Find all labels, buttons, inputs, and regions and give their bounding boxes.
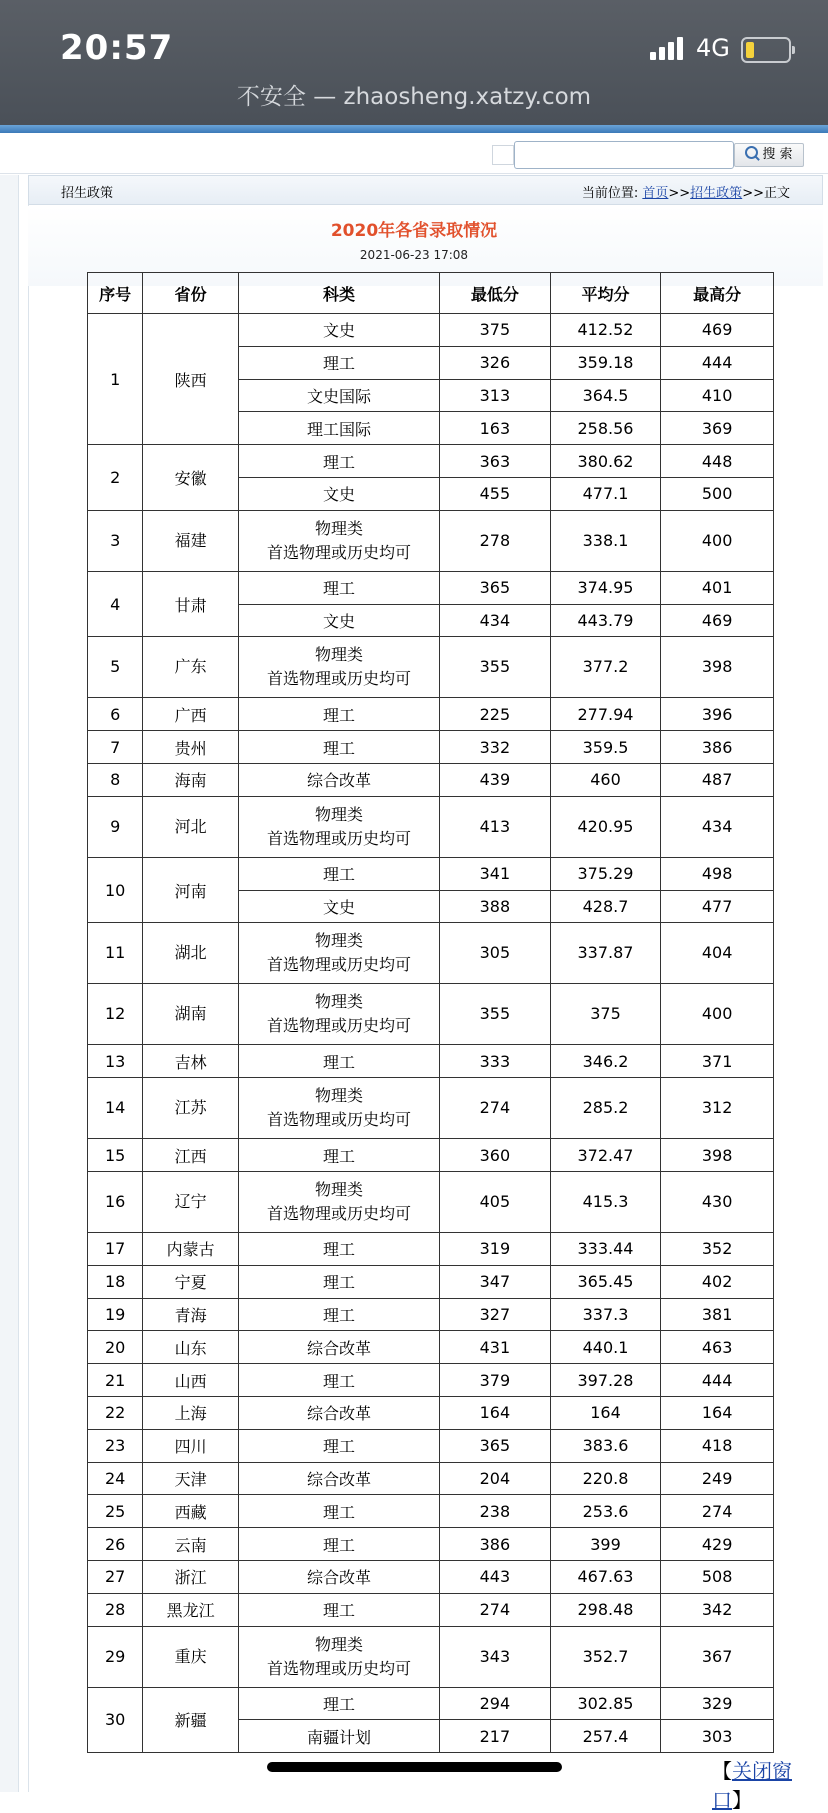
max-score-cell: 444	[661, 346, 774, 379]
breadcrumb-separator: >>	[668, 186, 691, 201]
max-score-cell: 469	[661, 314, 774, 347]
row-index-cell: 29	[88, 1626, 143, 1687]
row-index-cell: 15	[88, 1139, 143, 1172]
table-row	[88, 763, 774, 796]
network-type: 4G	[696, 34, 730, 62]
max-score-cell: 469	[661, 604, 774, 637]
max-score-cell: 312	[661, 1078, 774, 1139]
avg-score-cell: 337.3	[550, 1298, 661, 1331]
category-cell: 文史	[238, 604, 439, 637]
breadcrumb-separator: >>	[742, 186, 764, 201]
row-index-cell: 16	[88, 1171, 143, 1232]
column-header: 最高分	[661, 273, 774, 314]
signal-icon	[650, 36, 686, 60]
min-score-cell: 217	[440, 1720, 551, 1753]
avg-score-cell: 364.5	[550, 379, 661, 412]
site-banner-strip	[0, 125, 828, 133]
category-cell: 物理类 首选物理或历史均可	[238, 1171, 439, 1232]
table-row	[88, 1687, 774, 1720]
category-cell: 理工	[238, 1429, 439, 1462]
max-score-cell: 401	[661, 571, 774, 604]
max-score-cell: 463	[661, 1331, 774, 1364]
avg-score-cell: 428.7	[550, 890, 661, 923]
province-cell: 新疆	[143, 1687, 239, 1753]
row-index-cell: 5	[88, 637, 143, 698]
avg-score-cell: 412.52	[550, 314, 661, 347]
province-cell: 青海	[143, 1298, 239, 1331]
min-score-cell: 434	[440, 604, 551, 637]
max-score-cell: 418	[661, 1429, 774, 1462]
min-score-cell: 363	[440, 445, 551, 478]
table-row	[88, 510, 774, 571]
min-score-cell: 360	[440, 1139, 551, 1172]
content-header	[28, 175, 823, 205]
category-cell: 物理类 首选物理或历史均可	[238, 923, 439, 984]
max-score-cell: 369	[661, 412, 774, 445]
max-score-cell: 398	[661, 637, 774, 698]
category-cell: 综合改革	[238, 1462, 439, 1495]
close-window-label: 关闭窗口	[712, 1759, 792, 1812]
row-index-cell: 11	[88, 923, 143, 984]
category-cell: 理工	[238, 445, 439, 478]
table-row	[88, 1298, 774, 1331]
table-row	[88, 1265, 774, 1298]
max-score-cell: 274	[661, 1495, 774, 1528]
category-cell: 南疆计划	[238, 1720, 439, 1753]
table-body	[88, 314, 774, 1753]
row-index-cell: 4	[88, 571, 143, 637]
min-score-cell: 355	[440, 637, 551, 698]
province-cell: 天津	[143, 1462, 239, 1495]
row-index-cell: 13	[88, 1045, 143, 1078]
category-cell: 综合改革	[238, 1396, 439, 1429]
avg-score-cell: 415.3	[550, 1171, 661, 1232]
min-score-cell: 405	[440, 1171, 551, 1232]
breadcrumb-policy-link[interactable]: 招生政策	[690, 186, 743, 201]
row-index-cell: 28	[88, 1593, 143, 1626]
avg-score-cell: 460	[550, 763, 661, 796]
table-row	[88, 314, 774, 347]
category-cell: 理工	[238, 346, 439, 379]
avg-score-cell: 338.1	[550, 510, 661, 571]
max-score-cell: 367	[661, 1626, 774, 1687]
article-date: 2021-06-23 17:08	[359, 248, 469, 262]
table-row	[88, 445, 774, 478]
admission-scores-table	[87, 272, 774, 1753]
category-cell: 物理类 首选物理或历史均可	[238, 637, 439, 698]
min-score-cell: 204	[440, 1462, 551, 1495]
category-cell: 物理类 首选物理或历史均可	[238, 510, 439, 571]
max-score-cell: 352	[661, 1232, 774, 1265]
avg-score-cell: 375.29	[550, 857, 661, 890]
row-index-cell: 7	[88, 731, 143, 764]
table-row	[88, 1364, 774, 1397]
province-cell: 甘肃	[143, 571, 239, 637]
category-cell: 理工	[238, 857, 439, 890]
max-score-cell: 410	[661, 379, 774, 412]
row-index-cell: 10	[88, 857, 143, 923]
row-index-cell: 12	[88, 984, 143, 1045]
max-score-cell: 434	[661, 796, 774, 857]
max-score-cell: 400	[661, 984, 774, 1045]
table-row	[88, 1429, 774, 1462]
table-row	[88, 1045, 774, 1078]
avg-score-cell: 253.6	[550, 1495, 661, 1528]
breadcrumb-home-link[interactable]: 首页	[642, 186, 669, 201]
min-score-cell: 278	[440, 510, 551, 571]
avg-score-cell: 365.45	[550, 1265, 661, 1298]
row-index-cell: 17	[88, 1232, 143, 1265]
category-cell: 理工	[238, 1593, 439, 1626]
max-score-cell: 402	[661, 1265, 774, 1298]
column-header: 平均分	[550, 273, 661, 314]
min-score-cell: 343	[440, 1626, 551, 1687]
max-score-cell: 498	[661, 857, 774, 890]
row-index-cell: 2	[88, 445, 143, 511]
min-score-cell: 326	[440, 346, 551, 379]
search-button[interactable]	[734, 143, 804, 167]
category-cell: 理工	[238, 731, 439, 764]
breadcrumb	[582, 182, 790, 201]
category-cell: 物理类 首选物理或历史均可	[238, 1626, 439, 1687]
province-cell: 浙江	[143, 1560, 239, 1593]
row-index-cell: 24	[88, 1462, 143, 1495]
table-row	[88, 1593, 774, 1626]
min-score-cell: 355	[440, 984, 551, 1045]
max-score-cell: 342	[661, 1593, 774, 1626]
clock: 20:57	[60, 28, 174, 68]
min-score-cell: 274	[440, 1593, 551, 1626]
table-row	[88, 1626, 774, 1687]
category-cell: 理工	[238, 1495, 439, 1528]
max-score-cell: 430	[661, 1171, 774, 1232]
category-cell: 文史国际	[238, 379, 439, 412]
left-rail	[0, 175, 19, 1792]
province-cell: 海南	[143, 763, 239, 796]
province-cell: 四川	[143, 1429, 239, 1462]
min-score-cell: 413	[440, 796, 551, 857]
avg-score-cell: 399	[550, 1528, 661, 1561]
min-score-cell: 238	[440, 1495, 551, 1528]
max-score-cell: 381	[661, 1298, 774, 1331]
avg-score-cell: 377.2	[550, 637, 661, 698]
category-cell: 综合改革	[238, 763, 439, 796]
row-index-cell: 30	[88, 1687, 143, 1753]
province-cell: 辽宁	[143, 1171, 239, 1232]
province-cell: 山东	[143, 1331, 239, 1364]
row-index-cell: 8	[88, 763, 143, 796]
max-score-cell: 448	[661, 445, 774, 478]
column-header: 序号	[88, 273, 143, 314]
column-header: 省份	[143, 273, 239, 314]
avg-score-cell: 397.28	[550, 1364, 661, 1397]
max-score-cell: 329	[661, 1687, 774, 1720]
province-cell: 广西	[143, 698, 239, 731]
bracket: 】	[732, 1788, 752, 1812]
bracket: 【	[712, 1759, 732, 1783]
avg-score-cell: 375	[550, 984, 661, 1045]
avg-score-cell: 333.44	[550, 1232, 661, 1265]
category-cell: 理工	[238, 1528, 439, 1561]
table-header-row	[88, 273, 774, 314]
max-score-cell: 164	[661, 1396, 774, 1429]
avg-score-cell: 258.56	[550, 412, 661, 445]
max-score-cell: 371	[661, 1045, 774, 1078]
province-cell: 吉林	[143, 1045, 239, 1078]
table-row	[88, 796, 774, 857]
avg-score-cell: 440.1	[550, 1331, 661, 1364]
min-score-cell: 225	[440, 698, 551, 731]
province-cell: 江西	[143, 1139, 239, 1172]
max-score-cell: 508	[661, 1560, 774, 1593]
avg-score-cell: 443.79	[550, 604, 661, 637]
avg-score-cell: 467.63	[550, 1560, 661, 1593]
avg-score-cell: 359.5	[550, 731, 661, 764]
row-index-cell: 6	[88, 698, 143, 731]
row-index-cell: 20	[88, 1331, 143, 1364]
province-cell: 宁夏	[143, 1265, 239, 1298]
search-input[interactable]	[514, 141, 734, 169]
search-scope-box[interactable]	[492, 145, 514, 165]
home-indicator[interactable]	[267, 1762, 562, 1772]
row-index-cell: 14	[88, 1078, 143, 1139]
max-score-cell: 398	[661, 1139, 774, 1172]
min-score-cell: 365	[440, 1429, 551, 1462]
category-cell: 理工	[238, 1045, 439, 1078]
min-score-cell: 294	[440, 1687, 551, 1720]
province-cell: 河北	[143, 796, 239, 857]
min-score-cell: 347	[440, 1265, 551, 1298]
avg-score-cell: 337.87	[550, 923, 661, 984]
breadcrumb-current: 正文	[763, 186, 790, 201]
row-index-cell: 26	[88, 1528, 143, 1561]
max-score-cell: 487	[661, 763, 774, 796]
table-row	[88, 1331, 774, 1364]
avg-score-cell: 380.62	[550, 445, 661, 478]
min-score-cell: 332	[440, 731, 551, 764]
table-row	[88, 923, 774, 984]
max-score-cell: 429	[661, 1528, 774, 1561]
province-cell: 湖北	[143, 923, 239, 984]
max-score-cell: 386	[661, 731, 774, 764]
min-score-cell: 163	[440, 412, 551, 445]
category-cell: 综合改革	[238, 1560, 439, 1593]
min-score-cell: 305	[440, 923, 551, 984]
table-row	[88, 1462, 774, 1495]
table-row	[88, 1078, 774, 1139]
min-score-cell: 365	[440, 571, 551, 604]
category-cell: 文史	[238, 314, 439, 347]
province-cell: 山西	[143, 1364, 239, 1397]
category-cell: 理工	[238, 1364, 439, 1397]
browser-status-bar	[0, 0, 828, 125]
category-cell: 理工	[238, 1265, 439, 1298]
min-score-cell: 455	[440, 477, 551, 510]
province-cell: 贵州	[143, 731, 239, 764]
battery-icon	[741, 37, 791, 63]
province-cell: 西藏	[143, 1495, 239, 1528]
table-row	[88, 1495, 774, 1528]
province-cell: 福建	[143, 510, 239, 571]
min-score-cell: 333	[440, 1045, 551, 1078]
category-cell: 文史	[238, 477, 439, 510]
search-button-label: 搜 索	[762, 147, 793, 162]
avg-score-cell: 302.85	[550, 1687, 661, 1720]
close-window-link[interactable]	[712, 1755, 828, 1813]
row-index-cell: 1	[88, 314, 143, 445]
province-cell: 内蒙古	[143, 1232, 239, 1265]
row-index-cell: 25	[88, 1495, 143, 1528]
min-score-cell: 431	[440, 1331, 551, 1364]
province-cell: 广东	[143, 637, 239, 698]
search-icon	[745, 146, 758, 159]
avg-score-cell: 277.94	[550, 698, 661, 731]
table-row	[88, 1396, 774, 1429]
min-score-cell: 388	[440, 890, 551, 923]
row-index-cell: 27	[88, 1560, 143, 1593]
province-cell: 湖南	[143, 984, 239, 1045]
max-score-cell: 500	[661, 477, 774, 510]
max-score-cell: 396	[661, 698, 774, 731]
table-row	[88, 698, 774, 731]
category-cell: 综合改革	[238, 1331, 439, 1364]
min-score-cell: 327	[440, 1298, 551, 1331]
category-cell: 物理类 首选物理或历史均可	[238, 1078, 439, 1139]
min-score-cell: 439	[440, 763, 551, 796]
category-cell: 理工	[238, 698, 439, 731]
max-score-cell: 249	[661, 1462, 774, 1495]
avg-score-cell: 298.48	[550, 1593, 661, 1626]
table-row	[88, 1139, 774, 1172]
province-cell: 上海	[143, 1396, 239, 1429]
table-row	[88, 857, 774, 890]
avg-score-cell: 220.8	[550, 1462, 661, 1495]
avg-score-cell: 285.2	[550, 1078, 661, 1139]
table-row	[88, 571, 774, 604]
category-cell: 理工	[238, 1298, 439, 1331]
min-score-cell: 443	[440, 1560, 551, 1593]
avg-score-cell: 477.1	[550, 477, 661, 510]
table-row	[88, 984, 774, 1045]
min-score-cell: 379	[440, 1364, 551, 1397]
category-cell: 物理类 首选物理或历史均可	[238, 796, 439, 857]
min-score-cell: 341	[440, 857, 551, 890]
article-title: 2020年各省录取情况	[330, 221, 498, 241]
avg-score-cell: 346.2	[550, 1045, 661, 1078]
table-row	[88, 637, 774, 698]
min-score-cell: 319	[440, 1232, 551, 1265]
table-row	[88, 731, 774, 764]
column-header: 最低分	[440, 273, 551, 314]
category-cell: 理工	[238, 1139, 439, 1172]
avg-score-cell: 372.47	[550, 1139, 661, 1172]
province-cell: 河南	[143, 857, 239, 923]
category-cell: 理工国际	[238, 412, 439, 445]
row-index-cell: 23	[88, 1429, 143, 1462]
avg-score-cell: 383.6	[550, 1429, 661, 1462]
province-cell: 江苏	[143, 1078, 239, 1139]
row-index-cell: 9	[88, 796, 143, 857]
max-score-cell: 404	[661, 923, 774, 984]
min-score-cell: 164	[440, 1396, 551, 1429]
row-index-cell: 3	[88, 510, 143, 571]
max-score-cell: 400	[661, 510, 774, 571]
min-score-cell: 386	[440, 1528, 551, 1561]
province-cell: 陕西	[143, 314, 239, 445]
province-cell: 安徽	[143, 445, 239, 511]
province-cell: 重庆	[143, 1626, 239, 1687]
province-cell: 黑龙江	[143, 1593, 239, 1626]
breadcrumb-label: 当前位置:	[581, 186, 639, 201]
avg-score-cell: 257.4	[550, 1720, 661, 1753]
avg-score-cell: 359.18	[550, 346, 661, 379]
avg-score-cell: 164	[550, 1396, 661, 1429]
column-header: 科类	[238, 273, 439, 314]
row-index-cell: 22	[88, 1396, 143, 1429]
max-score-cell: 303	[661, 1720, 774, 1753]
table-row	[88, 1171, 774, 1232]
min-score-cell: 375	[440, 314, 551, 347]
avg-score-cell: 420.95	[550, 796, 661, 857]
category-cell: 理工	[238, 1232, 439, 1265]
address-bar-url[interactable]: 不安全 — zhaosheng.xatzy.com	[236, 84, 592, 110]
table-row	[88, 1232, 774, 1265]
category-cell: 理工	[238, 1687, 439, 1720]
section-title: 招生政策	[61, 186, 114, 201]
row-index-cell: 19	[88, 1298, 143, 1331]
max-score-cell: 477	[661, 890, 774, 923]
category-cell: 物理类 首选物理或历史均可	[238, 984, 439, 1045]
row-index-cell: 18	[88, 1265, 143, 1298]
row-index-cell: 21	[88, 1364, 143, 1397]
max-score-cell: 444	[661, 1364, 774, 1397]
avg-score-cell: 352.7	[550, 1626, 661, 1687]
avg-score-cell: 374.95	[550, 571, 661, 604]
province-cell: 云南	[143, 1528, 239, 1561]
category-cell: 理工	[238, 571, 439, 604]
min-score-cell: 313	[440, 379, 551, 412]
table-row	[88, 1560, 774, 1593]
category-cell: 文史	[238, 890, 439, 923]
min-score-cell: 274	[440, 1078, 551, 1139]
table-row	[88, 1528, 774, 1561]
